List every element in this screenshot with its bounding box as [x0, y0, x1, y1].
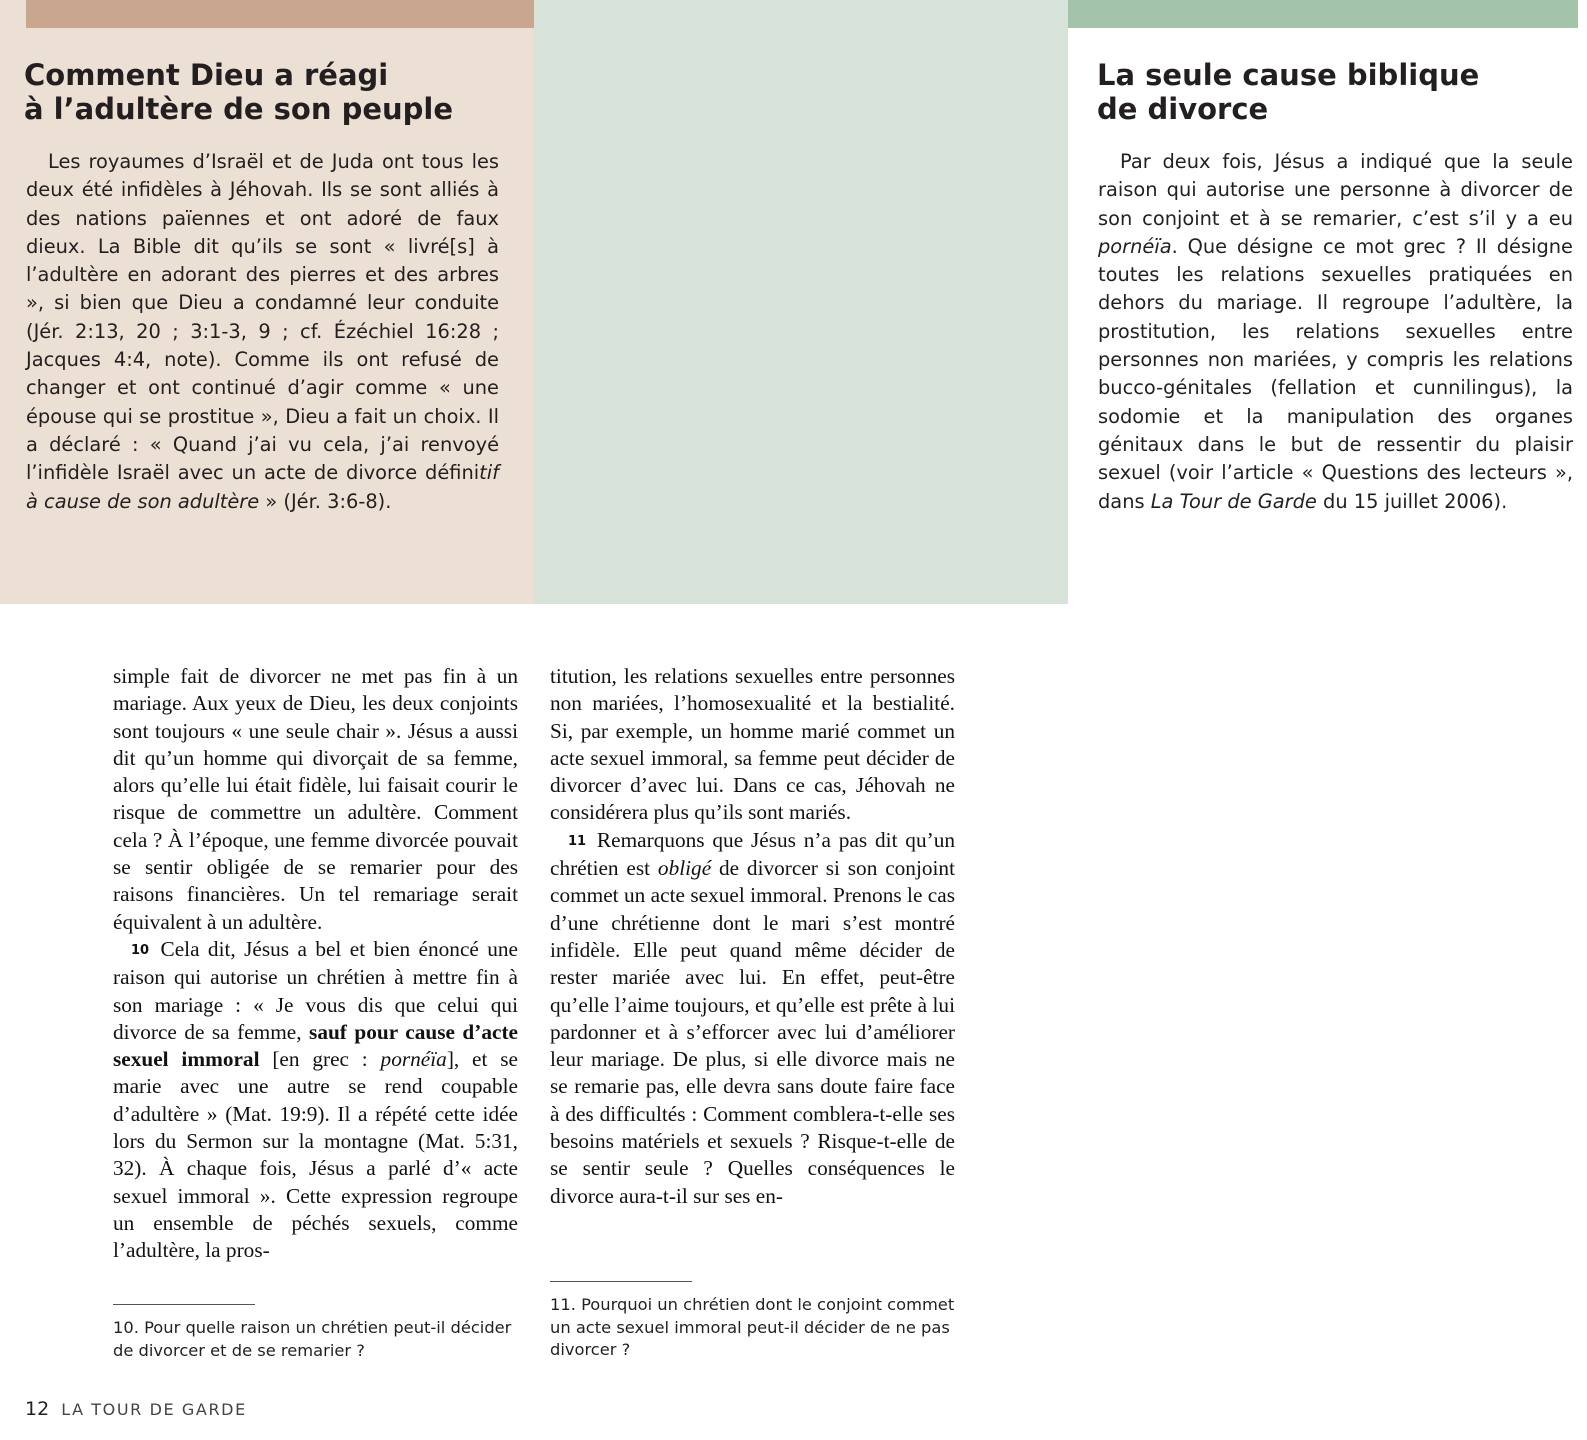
sidebar-box-adultery [0, 0, 534, 604]
paragraph-text: [en grec : [259, 1047, 381, 1072]
box-text-segment: Les royaumes d’Israël et de Juda ont tous les deux été infidèles à Jéhovah. Ils se sont alliés à des nations païennes et ont adoré de faux dieux. La Bible dit qu’ils se sont « livré[s] à l’adultère en adorant des pierres et des arbres », si bien que Dieu a condamné leur conduite (Jér. 2:13, 20 ; 3:1-3, 9 ; cf. Ézéchiel 16:28 ; Jacques 4:4, note). Comme ils ont refusé de changer et ont continué d’agir comme « une épouse qui se prostitue », Dieu a fait un choix. Il a déclaré : « Quand j’ai vu cela, j’ai renvoyé l’infidèle Israël avec un acte de divorce défini [26, 150, 499, 485]
box-text-italic: La Tour de Garde [1150, 489, 1317, 513]
box-title-right [1097, 58, 1587, 126]
box-title-line: Comment Dieu a réagi [24, 58, 389, 92]
box-text-segment: » (Jér. 3:6-8). [259, 489, 392, 513]
paragraph-continuation: simple fait de divorcer ne met pas fin à un mariage. Aux yeux de Dieu, les deux conjoints sont toujours « une seule chair ». Jésus a aussi dit qu’un homme qui divorçait de sa femme, alors qu’elle lui était fidèle, lui faisait courir le risque de commettre un adultère. Comment cela ? À l’époque, une femme divorcée pouvait se sentir obligée de se remarier pour des raisons financières. Un tel remariage serait équivalent à un adultère. [113, 664, 518, 934]
paragraph-number: 10 [131, 942, 150, 958]
sidebar-box-divorce-cause [534, 0, 1573, 604]
paragraph-italic: pornéïa [380, 1047, 447, 1072]
footnote-divider-right [550, 1281, 692, 1282]
paragraph-text: Remarquons que Jésus n’a pas dit qu’un chrétien est [550, 827, 955, 881]
box-text-segment: . Que désigne ce mot grec ? Il désigne toutes les relations sexuelles pratiquées en dehors du mariage. Il regroupe l’adultère, la prostitution, les relations sexuelles entre personnes non mariées, y compris les relations bucco-génitales (fellation et cunnilingus), la sodomie et la manipulation des organes génitaux dans le but de ressentir du plaisir sexuel (voir l’article « Questions des lecteurs », dans [1098, 234, 1573, 513]
box-title-line: La seule cause biblique [1097, 58, 1480, 92]
paragraph-text: de divorcer si son conjoint commet un acte sexuel immoral. Prenons le cas d’une chrétienne dont le mari s’est montré infidèle. Elle peut quand même décider de rester mariée avec lui. En effet, peut-être qu’elle l’aime toujours, et qu’elle est prête à lui pardonner et à s’efforcer avec lui d’améliorer leur mariage. De plus, si elle divorce mais ne se remarie pas, elle devra sans doute faire face à des difficultés : Comment comblera-t-elle ses besoins matériels et sexuels ? Risque-t-elle de se sentir seule ? Quelles conséquences le divorce aura-t-il sur ses en- [550, 856, 955, 1208]
page-number: 12 [25, 1398, 50, 1420]
page-footer [25, 1398, 247, 1420]
paragraph-text: ], et se marie avec une autre se rend coupable d’adultère » (Mat. 19:9). Il a répété cette idée lors du Sermon sur la montagne (Mat. 5:31, 32). À chaque fois, Jésus a parlé d’« acte sexuel immoral ». Cette expression regroupe un ensemble de péchés sexuels, comme l’adultère, la pros- [113, 1047, 518, 1263]
box-title-left [24, 58, 524, 126]
box-text-italic: pornéïa [1098, 234, 1172, 258]
box-text-segment: Par deux fois, Jésus a indiqué que la seule raison qui autorise une personne à divorcer de son conjoint et à se remarier, c’est s’il y a eu [1098, 150, 1573, 230]
article-column-right [550, 663, 955, 1210]
paragraph-text: Cela dit, Jésus a bel et bien énoncé une raison qui autorise un chrétien à mettre fin à son mariage : « Je vous dis que celui qui divorce de sa femme, [113, 936, 519, 1044]
footnote-divider-left [113, 1304, 255, 1305]
paragraph-10 [113, 936, 518, 1265]
paragraph-11 [550, 827, 955, 1210]
box-text-segment: du 15 juillet 2006). [1316, 489, 1508, 513]
box-text-italic: tif à cause de son adultère [26, 461, 499, 513]
paragraph-italic: obligé [657, 856, 712, 881]
accent-bar-left [26, 0, 534, 28]
box-title-line: à l’adultère de son peuple [24, 92, 454, 126]
magazine-title: LA TOUR DE GARDE [61, 1400, 247, 1419]
paragraph-continuation: titution, les relations sexuelles entre personnes non mariées, l’homosexualité et la bestialité. Si, par exemple, un homme marié commet un acte sexuel immoral, sa femme peut décider de divorcer d’avec lui. Dans ce cas, Jéhovah ne considérera plus qu’ils sont mariés. [550, 664, 955, 825]
study-question-10: 10. Pour quelle raison un chrétien peut-il décider de divorcer et de se remarier ? [113, 1318, 512, 1360]
paragraph-number: 11 [568, 833, 587, 849]
accent-bar-right [1068, 0, 1578, 28]
box-text-right [1098, 148, 1573, 516]
article-column-left [113, 663, 518, 1265]
study-question-11: 11. Pourquoi un chrétien dont le conjoint commet un acte sexuel immoral peut-il décider de ne pas divorcer ? [550, 1295, 955, 1359]
box-title-line: de divorce [1097, 92, 1269, 126]
box-text-left [26, 148, 499, 516]
paragraph-bold: sauf pour cause d’acte sexuel immoral [113, 1019, 518, 1072]
